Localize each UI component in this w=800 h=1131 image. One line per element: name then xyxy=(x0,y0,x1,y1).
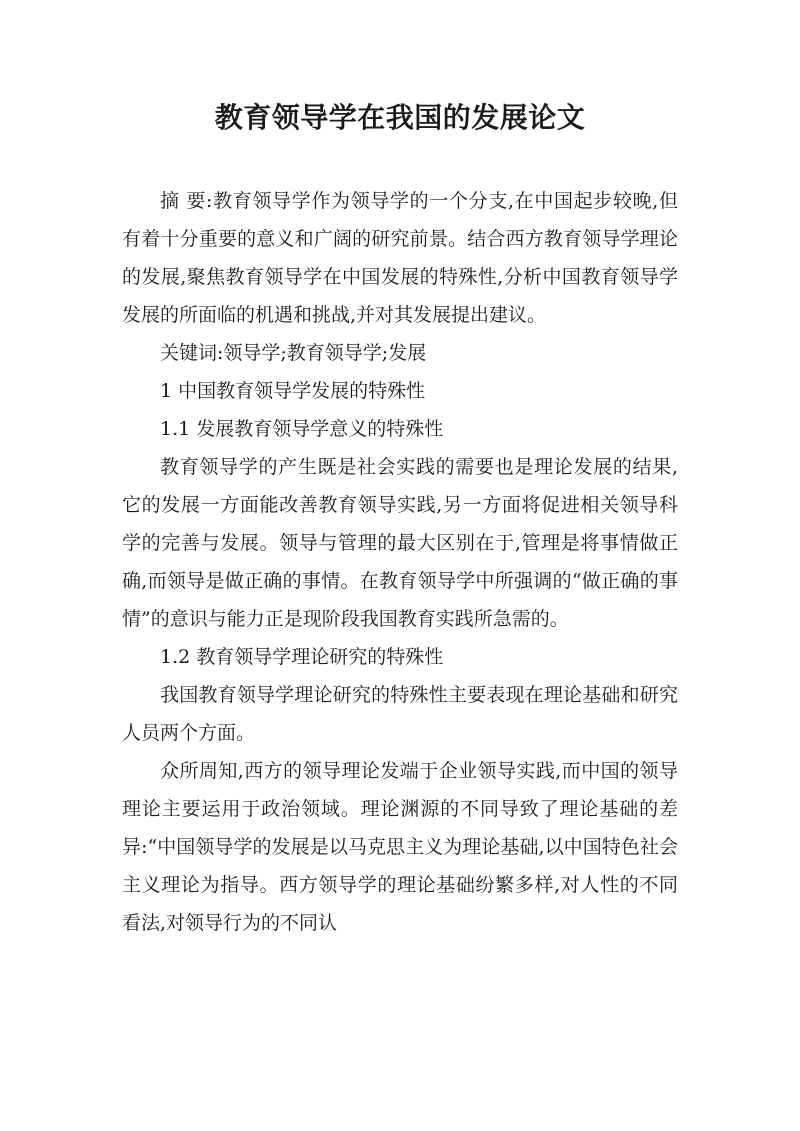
section-heading-1: 1 中国教育领导学发展的特殊性 xyxy=(160,380,426,402)
paragraph-1-1: 教育领导学的产生既是社会实践的需要也是理论发展的结果,它的发展一方面能改善教育领导实践,另一方面将促进相关领导科学的完善与发展。领导与管理的最大区别在于,管理是将事情做正确,而领导是做正确的事情。在教育领导学中所强调的“做正确的事情”的意识与能力正是现阶段我国教育实践所急需的。 xyxy=(122,456,678,630)
section-heading-1-1: 1.1 发展教育领导学意义的特殊性 xyxy=(160,418,444,440)
section-heading-1-2: 1.2 教育领导学理论研究的特殊性 xyxy=(160,646,444,668)
document-body xyxy=(122,182,678,942)
keywords-line: 关键词:领导学;教育领导学;发展 xyxy=(160,342,427,364)
abstract-paragraph: 摘 要:教育领导学作为领导学的一个分支,在中国起步较晚,但有着十分重要的意义和广阔的研究前景。结合西方教育领导学理论的发展,聚焦教育领导学在中国发展的特殊性,分析中国教育领导学发展的所面临的机遇和挑战,并对其发展提出建议。 xyxy=(122,190,678,326)
document-title: 教育领导学在我国的发展论文 xyxy=(214,101,586,134)
paragraph-1-2-a: 我国教育领导学理论研究的特殊性主要表现在理论基础和研究人员两个方面。 xyxy=(122,684,678,744)
paragraph-1-2-b: 众所周知,西方的领导理论发端于企业领导实践,而中国的领导理论主要运用于政治领域。理论渊源的不同导致了理论基础的差异:“中国领导学的发展是以马克思主义为理论基础,以中国特色社会主义理论为指导。西方领导学的理论基础纷繁多样,对人性的不同看法,对领导行为的不同认 xyxy=(122,760,678,934)
